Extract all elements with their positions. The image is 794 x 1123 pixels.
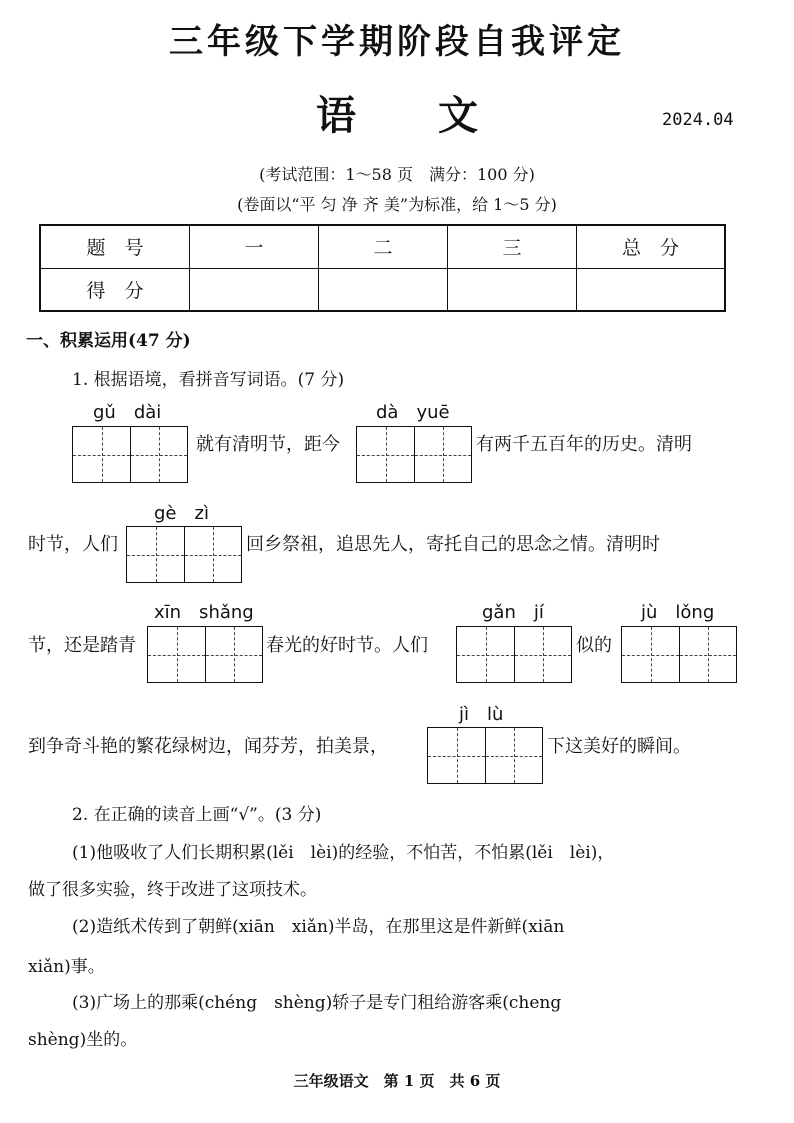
score-table-header: 一 (190, 225, 319, 268)
answer-box-2[interactable] (356, 426, 472, 483)
pinyin-7: jì lù (459, 704, 504, 725)
section-title: 一、积累运用(47 分) (26, 331, 191, 351)
answer-box-1[interactable] (72, 426, 188, 483)
exam-title: 三年级下学期阶段自我评定 (169, 22, 625, 62)
score-cell[interactable] (448, 268, 577, 311)
question-2-line: 做了很多实验，终于改进了这项技术。 (28, 880, 317, 900)
pinyin-1: gǔ dài (93, 402, 162, 423)
pinyin-6: jù lǒng (641, 602, 715, 623)
question-1-prompt: 1. 根据语境，看拼音写词语。(7 分) (72, 370, 345, 390)
score-cell[interactable] (319, 268, 448, 311)
score-table-header: 二 (319, 225, 448, 268)
answer-box-3[interactable] (126, 526, 242, 583)
text-segment: 回乡祭祖，追思先人，寄托自己的思念之情。清明时 (246, 534, 660, 555)
score-table-header: 题 号 (40, 225, 190, 268)
pinyin-4: xīn shǎng (154, 602, 254, 623)
question-2-prompt: 2. 在正确的读音上画“√”。(3 分) (72, 805, 322, 825)
text-segment: 下这美好的瞬间。 (547, 736, 691, 757)
score-cell[interactable] (577, 268, 726, 311)
score-cell[interactable] (190, 268, 319, 311)
score-row-label: 得 分 (40, 268, 190, 311)
subject-title: 语 文 (316, 92, 512, 139)
exam-scope: (考试范围：1～58 页 满分：100 分) (259, 165, 535, 184)
neatness-note: (卷面以“平 匀 净 齐 美”为标准，给 1～5 分) (237, 195, 557, 214)
text-segment: 到争奇斗艳的繁花绿树边，闻芬芳，拍美景， (28, 736, 388, 757)
text-segment: 时节，人们 (28, 534, 118, 555)
question-2-line: shèng)坐的。 (28, 1030, 138, 1050)
question-2-line: (2)造纸术传到了朝鲜(xiān xiǎn)半岛，在那里这是件新鲜(xiān (72, 917, 565, 937)
page-footer: 三年级语文 第 1 页 共 6 页 (293, 1072, 501, 1090)
exam-date: 2024.04 (662, 110, 734, 130)
text-segment: 就有清明节，距今 (196, 434, 340, 455)
question-2-line: (1)他吸收了人们长期积累(lěi lèi)的经验，不怕苦，不怕累(lěi lèi)， (72, 843, 615, 863)
score-table (39, 224, 726, 312)
answer-box-5[interactable] (456, 626, 572, 683)
pinyin-3: gè zì (154, 503, 209, 524)
answer-box-7[interactable] (427, 727, 543, 784)
score-table-header: 三 (448, 225, 577, 268)
question-2-line: (3)广场上的那乘(chéng shèng)轿子是专门租给游客乘(cheng (72, 993, 562, 1013)
text-segment: 节，还是踏青 (28, 635, 136, 656)
text-segment: 春光的好时节。人们 (266, 635, 428, 656)
text-segment: 似的 (576, 635, 612, 656)
answer-box-4[interactable] (147, 626, 263, 683)
text-segment: 有两千五百年的历史。清明 (476, 434, 692, 455)
score-table-header: 总 分 (577, 225, 726, 268)
pinyin-5: gǎn jí (482, 602, 544, 623)
pinyin-2: dà yuē (376, 402, 450, 423)
question-2-line: xiǎn)事。 (28, 957, 105, 977)
answer-box-6[interactable] (621, 626, 737, 683)
